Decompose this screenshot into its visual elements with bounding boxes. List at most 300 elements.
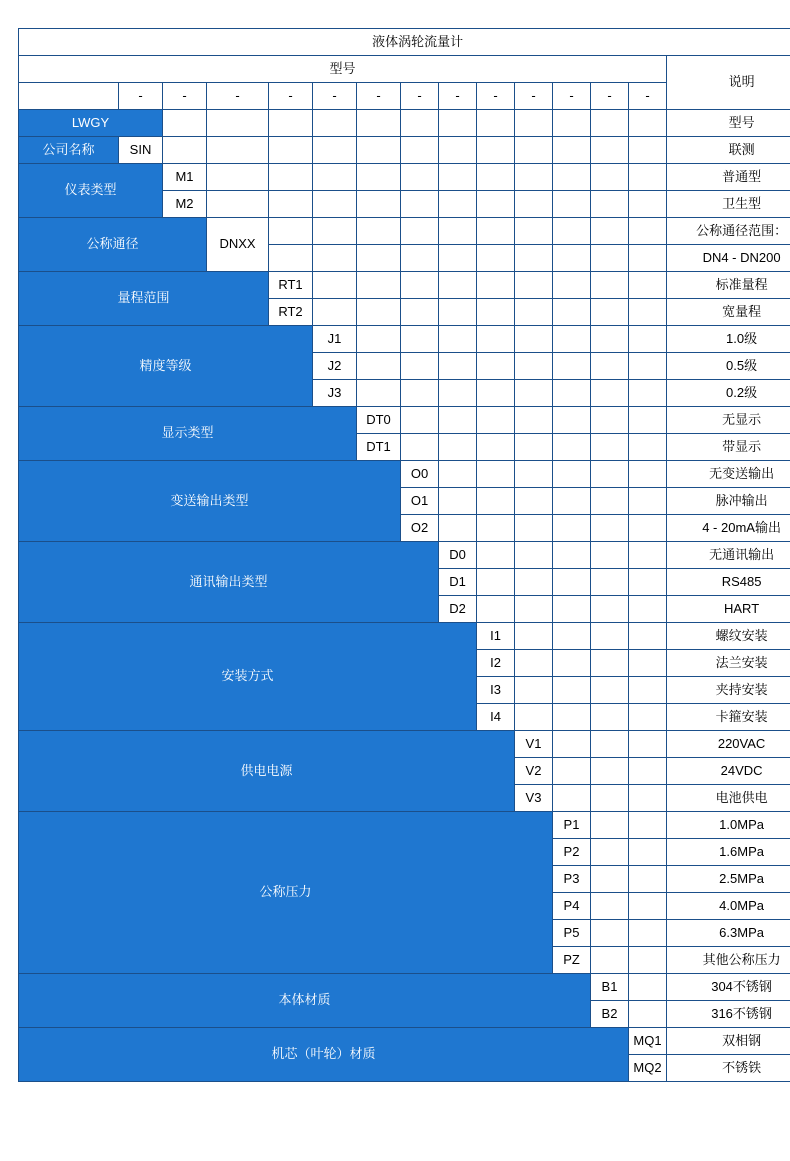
cell-empty xyxy=(553,407,591,434)
desc-p1: 1.0MPa xyxy=(667,812,790,839)
cell-empty xyxy=(207,191,269,218)
cell-empty xyxy=(439,245,477,272)
cell-empty xyxy=(553,299,591,326)
desc-v1: 220VAC xyxy=(667,731,790,758)
cell-empty xyxy=(477,461,515,488)
table-row xyxy=(19,1028,790,1055)
code-v2: V2 xyxy=(515,758,553,785)
cell-empty xyxy=(591,920,629,947)
cell-empty xyxy=(401,245,439,272)
cell-empty xyxy=(439,191,477,218)
cell-empty xyxy=(357,137,401,164)
cell-empty xyxy=(477,353,515,380)
code-rt1: RT1 xyxy=(269,272,313,299)
cell-empty xyxy=(629,434,667,461)
desc-rt2: 宽量程 xyxy=(667,299,790,326)
cell-empty xyxy=(629,569,667,596)
code-v1: V1 xyxy=(515,731,553,758)
cell-empty xyxy=(477,380,515,407)
code-j3: J3 xyxy=(313,380,357,407)
table-row xyxy=(19,461,790,488)
table-row xyxy=(19,974,790,1001)
desc-p4: 4.0MPa xyxy=(667,893,790,920)
code-b2: B2 xyxy=(591,1001,629,1028)
model-selection-table xyxy=(18,28,790,1082)
dash-1: - xyxy=(119,83,163,110)
cell-empty xyxy=(591,866,629,893)
dash-5: - xyxy=(313,83,357,110)
cell-empty xyxy=(515,542,553,569)
description-header: 说明 xyxy=(667,56,790,110)
cell-empty xyxy=(629,866,667,893)
cell-empty xyxy=(591,353,629,380)
cell-empty xyxy=(553,461,591,488)
cell-empty xyxy=(553,758,591,785)
cell-empty xyxy=(439,488,477,515)
cell-empty xyxy=(591,191,629,218)
cell-empty xyxy=(439,272,477,299)
row-label-communication-output: 通讯输出类型 xyxy=(19,542,439,623)
dash-11: - xyxy=(553,83,591,110)
code-dnxx: DNXX xyxy=(207,218,269,272)
cell-empty xyxy=(629,326,667,353)
cell-empty xyxy=(515,488,553,515)
desc-d1: RS485 xyxy=(667,569,790,596)
code-o0: O0 xyxy=(401,461,439,488)
cell-empty xyxy=(629,164,667,191)
cell-empty xyxy=(553,191,591,218)
cell-empty xyxy=(439,218,477,245)
cell-empty xyxy=(269,110,313,137)
cell-empty xyxy=(629,272,667,299)
cell-empty xyxy=(553,731,591,758)
row-label-transmitter-output: 变送输出类型 xyxy=(19,461,401,542)
desc-v2: 24VDC xyxy=(667,758,790,785)
cell-empty xyxy=(629,920,667,947)
cell-empty xyxy=(553,488,591,515)
cell-empty xyxy=(591,569,629,596)
table-row xyxy=(19,137,790,164)
cell-empty xyxy=(629,1001,667,1028)
cell-empty xyxy=(477,272,515,299)
cell-empty xyxy=(313,137,357,164)
cell-empty xyxy=(207,164,269,191)
row-label-installation: 安装方式 xyxy=(19,623,477,731)
cell-empty xyxy=(515,272,553,299)
cell-empty xyxy=(401,380,439,407)
cell-empty xyxy=(477,542,515,569)
desc-company: 联测 xyxy=(667,137,790,164)
cell-empty xyxy=(591,245,629,272)
cell-empty xyxy=(477,596,515,623)
cell-empty xyxy=(477,434,515,461)
cell-empty xyxy=(357,326,401,353)
code-v3: V3 xyxy=(515,785,553,812)
cell-empty xyxy=(553,569,591,596)
code-pz: PZ xyxy=(553,947,591,974)
cell-empty xyxy=(515,461,553,488)
cell-empty xyxy=(629,785,667,812)
row-label-power-supply: 供电电源 xyxy=(19,731,515,812)
cell-empty xyxy=(357,353,401,380)
cell-empty xyxy=(477,218,515,245)
code-dt1: DT1 xyxy=(357,434,401,461)
cell-empty xyxy=(439,353,477,380)
cell-empty xyxy=(477,191,515,218)
cell-empty xyxy=(401,407,439,434)
table-row xyxy=(19,542,790,569)
cell-empty xyxy=(629,677,667,704)
cell-empty xyxy=(515,245,553,272)
cell-empty xyxy=(629,704,667,731)
cell-empty xyxy=(477,110,515,137)
cell-empty xyxy=(439,299,477,326)
desc-model: 型号 xyxy=(667,110,790,137)
page-title: 液体涡轮流量计 xyxy=(19,29,790,56)
table-row xyxy=(19,812,790,839)
cell-empty xyxy=(313,218,357,245)
row-label-impeller-material: 机芯（叶轮）材质 xyxy=(19,1028,629,1082)
code-i1: I1 xyxy=(477,623,515,650)
desc-v3: 电池供电 xyxy=(667,785,790,812)
code-d2: D2 xyxy=(439,596,477,623)
cell-empty xyxy=(515,164,553,191)
cell-empty xyxy=(357,380,401,407)
cell-empty xyxy=(553,326,591,353)
cell-empty xyxy=(207,137,269,164)
dash-3: - xyxy=(207,83,269,110)
dash-9: - xyxy=(477,83,515,110)
cell-empty xyxy=(629,650,667,677)
cell-empty xyxy=(439,380,477,407)
cell-empty xyxy=(629,407,667,434)
code-d1: D1 xyxy=(439,569,477,596)
cell-empty xyxy=(629,299,667,326)
cell-empty xyxy=(401,353,439,380)
cell-empty xyxy=(439,434,477,461)
cell-empty xyxy=(591,839,629,866)
cell-empty xyxy=(591,164,629,191)
cell-empty xyxy=(629,974,667,1001)
code-p4: P4 xyxy=(553,893,591,920)
cell-empty xyxy=(553,110,591,137)
cell-empty xyxy=(477,488,515,515)
cell-empty xyxy=(553,245,591,272)
cell-empty xyxy=(629,488,667,515)
cell-empty xyxy=(629,596,667,623)
cell-empty xyxy=(629,110,667,137)
cell-empty xyxy=(553,272,591,299)
row-label-model: LWGY xyxy=(19,110,163,137)
cell-empty xyxy=(439,110,477,137)
cell-empty xyxy=(269,245,313,272)
cell-empty xyxy=(591,137,629,164)
cell-empty xyxy=(357,245,401,272)
code-p5: P5 xyxy=(553,920,591,947)
model-header: 型号 xyxy=(19,56,667,83)
code-dt0: DT0 xyxy=(357,407,401,434)
cell-empty xyxy=(515,407,553,434)
cell-empty xyxy=(591,407,629,434)
table-header-row xyxy=(19,56,790,83)
cell-empty xyxy=(477,299,515,326)
desc-i2: 法兰安装 xyxy=(667,650,790,677)
cell-empty xyxy=(313,299,357,326)
dash-6: - xyxy=(357,83,401,110)
desc-diameter-range: 公称通径范围： xyxy=(667,218,790,245)
desc-b1: 304不锈钢 xyxy=(667,974,790,1001)
cell-empty xyxy=(591,380,629,407)
table-row xyxy=(19,164,790,191)
cell-empty xyxy=(401,272,439,299)
cell-empty xyxy=(439,164,477,191)
cell-empty xyxy=(591,461,629,488)
cell-empty xyxy=(357,272,401,299)
code-p2: P2 xyxy=(553,839,591,866)
cell-empty xyxy=(629,839,667,866)
cell-empty xyxy=(591,110,629,137)
cell-empty xyxy=(313,272,357,299)
row-label-range: 量程范围 xyxy=(19,272,269,326)
cell-empty xyxy=(591,812,629,839)
cell-empty xyxy=(591,596,629,623)
cell-empty xyxy=(591,650,629,677)
cell-empty xyxy=(553,596,591,623)
cell-empty xyxy=(553,164,591,191)
cell-empty xyxy=(401,137,439,164)
cell-empty xyxy=(591,542,629,569)
table-row xyxy=(19,218,790,245)
cell-empty xyxy=(629,191,667,218)
cell-empty xyxy=(591,299,629,326)
dash-spacer xyxy=(19,83,119,110)
cell-empty xyxy=(401,434,439,461)
code-i2: I2 xyxy=(477,650,515,677)
cell-empty xyxy=(553,650,591,677)
cell-empty xyxy=(553,218,591,245)
desc-p2: 1.6MPa xyxy=(667,839,790,866)
cell-empty xyxy=(401,164,439,191)
cell-empty xyxy=(515,623,553,650)
cell-empty xyxy=(515,353,553,380)
cell-empty xyxy=(553,137,591,164)
cell-empty xyxy=(477,245,515,272)
dash-13: - xyxy=(629,83,667,110)
code-p3: P3 xyxy=(553,866,591,893)
cell-empty xyxy=(163,110,207,137)
cell-empty xyxy=(515,110,553,137)
cell-empty xyxy=(629,137,667,164)
cell-empty xyxy=(629,461,667,488)
desc-mq1: 双相钢 xyxy=(667,1028,790,1055)
cell-empty xyxy=(357,191,401,218)
cell-empty xyxy=(629,245,667,272)
cell-empty xyxy=(269,164,313,191)
cell-empty xyxy=(629,893,667,920)
cell-empty xyxy=(591,218,629,245)
cell-empty xyxy=(591,704,629,731)
table-row xyxy=(19,110,790,137)
cell-empty xyxy=(269,137,313,164)
row-label-body-material: 本体材质 xyxy=(19,974,591,1028)
cell-empty xyxy=(591,488,629,515)
table-row xyxy=(19,272,790,299)
cell-empty xyxy=(553,353,591,380)
cell-empty xyxy=(591,623,629,650)
desc-o2: 4 - 20mA输出 xyxy=(667,515,790,542)
cell-empty xyxy=(629,515,667,542)
cell-empty xyxy=(477,569,515,596)
desc-diameter-range-value: DN4 - DN200 xyxy=(667,245,790,272)
desc-m2: 卫生型 xyxy=(667,191,790,218)
dash-12: - xyxy=(591,83,629,110)
cell-empty xyxy=(515,569,553,596)
code-sin: SIN xyxy=(119,137,163,164)
cell-empty xyxy=(591,947,629,974)
cell-empty xyxy=(401,299,439,326)
cell-empty xyxy=(313,110,357,137)
desc-rt1: 标准量程 xyxy=(667,272,790,299)
code-m2: M2 xyxy=(163,191,207,218)
code-mq2: MQ2 xyxy=(629,1055,667,1082)
cell-empty xyxy=(553,785,591,812)
cell-empty xyxy=(591,893,629,920)
desc-o0: 无变送输出 xyxy=(667,461,790,488)
cell-empty xyxy=(515,191,553,218)
row-label-accuracy: 精度等级 xyxy=(19,326,313,407)
desc-j1: 1.0级 xyxy=(667,326,790,353)
cell-empty xyxy=(553,542,591,569)
desc-p3: 2.5MPa xyxy=(667,866,790,893)
cell-empty xyxy=(591,515,629,542)
cell-empty xyxy=(629,623,667,650)
dash-2: - xyxy=(163,83,207,110)
code-j2: J2 xyxy=(313,353,357,380)
cell-empty xyxy=(629,353,667,380)
cell-empty xyxy=(401,218,439,245)
cell-empty xyxy=(591,326,629,353)
desc-i4: 卡箍安装 xyxy=(667,704,790,731)
cell-empty xyxy=(553,515,591,542)
cell-empty xyxy=(515,677,553,704)
cell-empty xyxy=(515,137,553,164)
dash-7: - xyxy=(401,83,439,110)
code-j1: J1 xyxy=(313,326,357,353)
cell-empty xyxy=(401,110,439,137)
cell-empty xyxy=(313,164,357,191)
dash-8: - xyxy=(439,83,477,110)
code-o2: O2 xyxy=(401,515,439,542)
row-label-nominal-pressure: 公称压力 xyxy=(19,812,553,974)
code-rt2: RT2 xyxy=(269,299,313,326)
cell-empty xyxy=(629,758,667,785)
cell-empty xyxy=(591,434,629,461)
cell-empty xyxy=(477,137,515,164)
cell-empty xyxy=(515,218,553,245)
dash-10: - xyxy=(515,83,553,110)
code-p1: P1 xyxy=(553,812,591,839)
cell-empty xyxy=(477,326,515,353)
cell-empty xyxy=(515,515,553,542)
cell-empty xyxy=(439,515,477,542)
desc-b2: 316不锈钢 xyxy=(667,1001,790,1028)
cell-empty xyxy=(515,650,553,677)
cell-empty xyxy=(591,677,629,704)
table-title-row xyxy=(19,29,790,56)
cell-empty xyxy=(591,272,629,299)
cell-empty xyxy=(553,623,591,650)
desc-d0: 无通讯输出 xyxy=(667,542,790,569)
desc-m1: 普通型 xyxy=(667,164,790,191)
desc-o1: 脉冲输出 xyxy=(667,488,790,515)
desc-d2: HART xyxy=(667,596,790,623)
cell-empty xyxy=(515,299,553,326)
cell-empty xyxy=(515,434,553,461)
cell-empty xyxy=(591,731,629,758)
desc-j3: 0.2级 xyxy=(667,380,790,407)
code-m1: M1 xyxy=(163,164,207,191)
desc-mq2: 不锈铁 xyxy=(667,1055,790,1082)
cell-empty xyxy=(439,326,477,353)
cell-empty xyxy=(313,245,357,272)
row-label-display-type: 显示类型 xyxy=(19,407,357,461)
cell-empty xyxy=(357,218,401,245)
cell-empty xyxy=(553,704,591,731)
cell-empty xyxy=(553,434,591,461)
cell-empty xyxy=(269,191,313,218)
cell-empty xyxy=(269,218,313,245)
code-i4: I4 xyxy=(477,704,515,731)
cell-empty xyxy=(439,137,477,164)
cell-empty xyxy=(439,461,477,488)
desc-dt0: 无显示 xyxy=(667,407,790,434)
code-b1: B1 xyxy=(591,974,629,1001)
cell-empty xyxy=(477,407,515,434)
code-mq1: MQ1 xyxy=(629,1028,667,1055)
cell-empty xyxy=(553,677,591,704)
cell-empty xyxy=(515,596,553,623)
cell-empty xyxy=(401,326,439,353)
desc-i1: 螺纹安装 xyxy=(667,623,790,650)
cell-empty xyxy=(163,137,207,164)
cell-empty xyxy=(401,191,439,218)
code-d0: D0 xyxy=(439,542,477,569)
code-o1: O1 xyxy=(401,488,439,515)
desc-p5: 6.3MPa xyxy=(667,920,790,947)
cell-empty xyxy=(553,380,591,407)
cell-empty xyxy=(515,704,553,731)
cell-empty xyxy=(591,785,629,812)
cell-empty xyxy=(629,947,667,974)
table-row xyxy=(19,326,790,353)
cell-empty xyxy=(207,110,269,137)
table-row xyxy=(19,407,790,434)
cell-empty xyxy=(313,191,357,218)
cell-empty xyxy=(515,326,553,353)
desc-j2: 0.5级 xyxy=(667,353,790,380)
desc-pz: 其他公称压力 xyxy=(667,947,790,974)
table-row xyxy=(19,623,790,650)
row-label-instrument-type: 仪表类型 xyxy=(19,164,163,218)
cell-empty xyxy=(477,164,515,191)
cell-empty xyxy=(439,407,477,434)
cell-empty xyxy=(357,164,401,191)
cell-empty xyxy=(629,380,667,407)
dash-4: - xyxy=(269,83,313,110)
cell-empty xyxy=(357,110,401,137)
cell-empty xyxy=(477,515,515,542)
row-label-nominal-diameter: 公称通径 xyxy=(19,218,207,272)
